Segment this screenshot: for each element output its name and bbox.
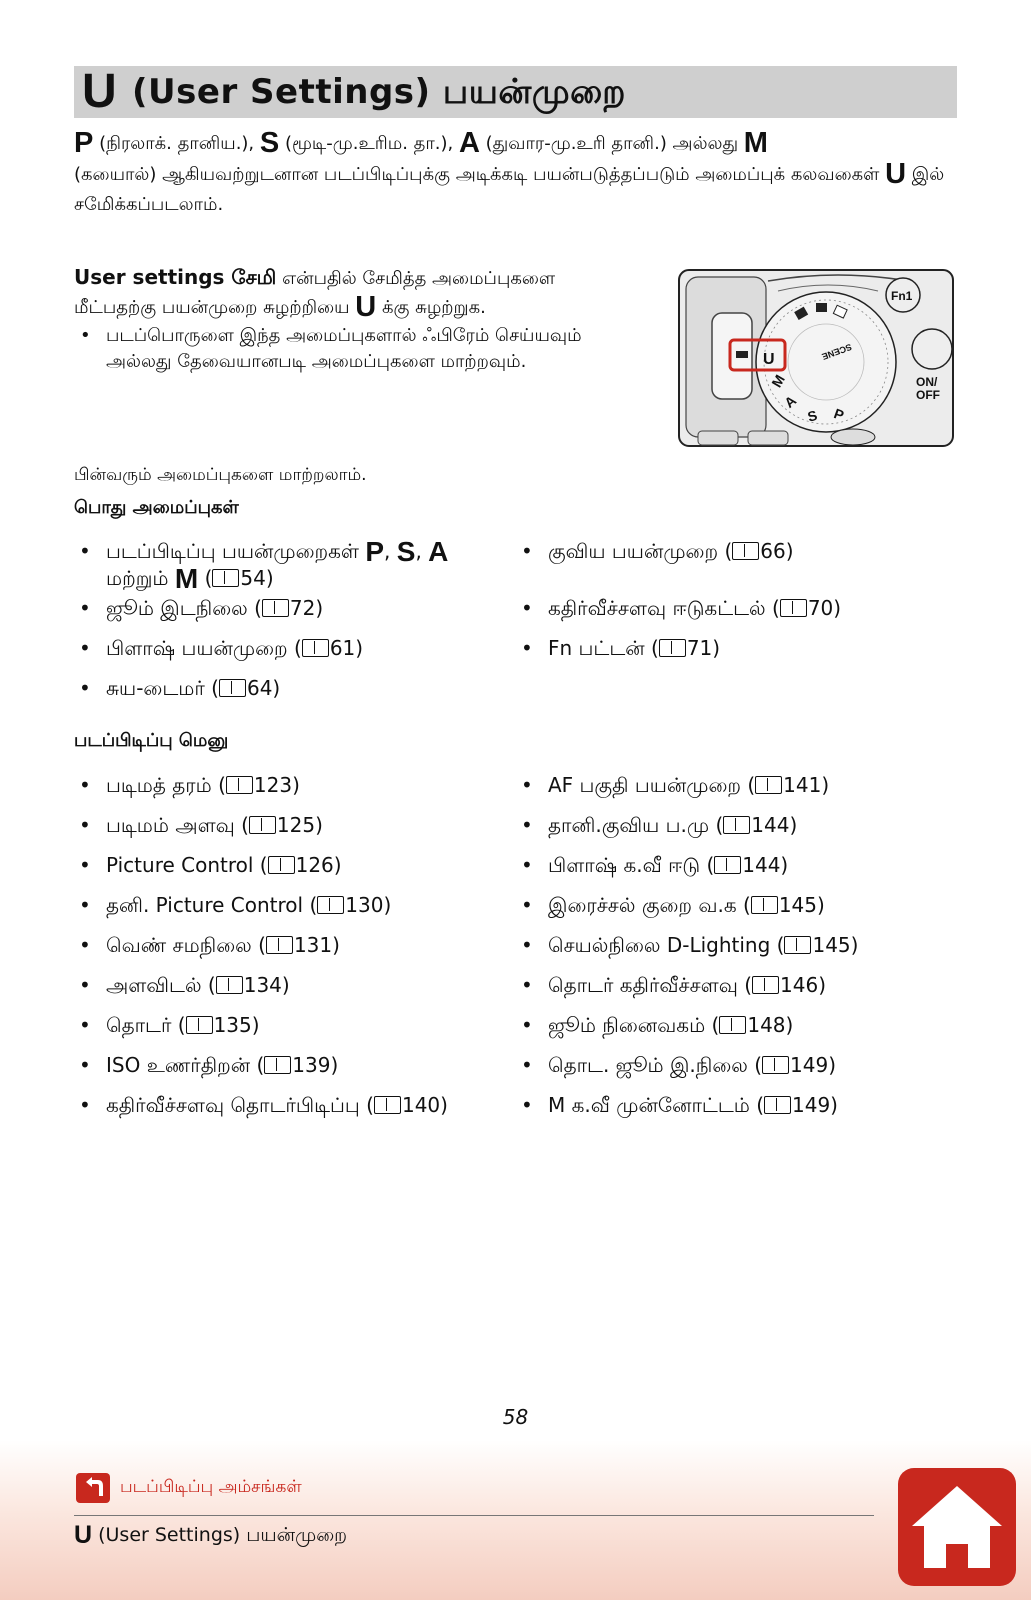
bullet-dot: • <box>521 973 533 997</box>
breadcrumb-current-title: (User Settings) பயன்முறை <box>92 1524 348 1546</box>
list-item <box>516 772 946 798</box>
book-reference-icon <box>762 1056 789 1074</box>
bullet-dot: • <box>521 596 533 620</box>
mode-s-glyph: S <box>259 127 280 159</box>
page-reference: 145) <box>778 893 825 917</box>
shooting-menu-heading: படப்பிடிப்பு மெனு <box>74 730 229 751</box>
bullet-dot: • <box>521 853 533 877</box>
list-item-text: Fn பட்டன் ( <box>548 636 659 660</box>
bullet-dot: • <box>79 636 91 660</box>
page-number: 58 <box>502 1405 529 1429</box>
book-reference-icon <box>302 639 329 657</box>
bullet-dot: • <box>79 973 91 997</box>
dial-u-label: U <box>763 351 775 368</box>
list-item-text: இரைச்சல் குறை வ.க ( <box>548 893 751 917</box>
page-reference: 70) <box>807 596 842 620</box>
mode-u-glyph: U <box>74 1521 93 1549</box>
breadcrumb-current-page <box>74 1521 347 1550</box>
bullet-dot: • <box>79 933 91 957</box>
list-item <box>74 892 504 918</box>
book-reference-icon <box>226 776 253 794</box>
bullet-dot: • <box>521 1013 533 1037</box>
list-item <box>74 635 504 661</box>
book-reference-icon <box>752 976 779 994</box>
book-reference-icon <box>751 896 778 914</box>
bullet-dot: • <box>80 325 91 346</box>
page-reference: 148) <box>747 1013 794 1037</box>
breadcrumb-section-link[interactable]: படப்பிடிப்பு அம்சங்கள் <box>120 1477 302 1497</box>
list-item-text: , <box>384 539 397 563</box>
list-item-text: மற்றும் <box>106 566 175 590</box>
save-line1: என்பதில் சேமித்த அமைப்புகளை <box>276 268 556 289</box>
bullet-dot: • <box>521 813 533 837</box>
list-item-text: தனி. Picture Control ( <box>106 893 318 917</box>
list-item <box>74 1052 504 1078</box>
book-reference-icon <box>268 856 295 874</box>
list-item-text: படிமம் அளவு ( <box>106 813 249 837</box>
list-item-text: ( <box>198 566 213 590</box>
bullet-dot: • <box>521 636 533 660</box>
list-item <box>74 932 504 958</box>
page-reference: 135) <box>213 1013 260 1037</box>
list-item <box>74 675 504 701</box>
page-reference: 146) <box>780 973 827 997</box>
can-change-text: பின்வரும் அமைப்புகளை மாற்றலாம். <box>74 465 367 485</box>
footer-divider <box>74 1515 874 1516</box>
list-item-text: தானி.குவிய ப.மு ( <box>548 813 724 837</box>
list-item-text: ஜூம் நினைவகம் ( <box>548 1013 720 1037</box>
list-item <box>516 972 946 998</box>
intro-a-desc: (துவார-மு.உரி தானி.) அல்லது <box>479 133 744 154</box>
mode-m-glyph: M <box>174 563 199 594</box>
dial-scene-label: SCENE <box>820 341 854 362</box>
list-item-text: ISO உணர்திறன் ( <box>106 1053 265 1077</box>
book-reference-icon <box>764 1096 791 1114</box>
save-bullet-line1: படப்பொருளை இந்த அமைப்புகளால் ஃபிரேம் செய்யவும் <box>106 325 582 346</box>
page-reference: 141) <box>783 773 830 797</box>
page-reference: 149) <box>792 1093 838 1117</box>
list-item <box>74 1092 504 1118</box>
mode-p-glyph: P <box>365 536 385 567</box>
general-settings-heading: பொது அமைப்புகள் <box>74 497 239 518</box>
back-arrow-icon[interactable] <box>76 1473 110 1503</box>
dial-s-label: S <box>805 406 819 425</box>
page-reference: 71) <box>686 636 721 660</box>
page-reference: 61) <box>329 636 364 660</box>
intro-p-desc: (நிரலாக். தானிய.), <box>93 133 260 154</box>
page-reference: 54) <box>240 566 274 590</box>
bullet-dot: • <box>79 1053 91 1077</box>
off-label: OFF <box>916 388 940 402</box>
bullet-dot: • <box>79 676 91 700</box>
page-title: (User Settings) பயன்முறை <box>132 72 626 112</box>
list-item <box>516 1052 946 1078</box>
bullet-dot: • <box>521 539 533 563</box>
list-item <box>74 1012 504 1038</box>
save-bold-label: User settings சேமி <box>74 265 277 289</box>
intro-line2: (கயைால்) ஆகியவற்றுடனான படப்பிடிப்புக்கு அடிக்கடி பயன்படுத்தப்படும் அமைப்புக் கலவகைள் <box>74 164 880 185</box>
mode-p-glyph: P <box>74 127 94 159</box>
list-item <box>516 1012 946 1038</box>
mode-u-inline-2: U <box>355 291 377 323</box>
fn1-button-label: Fn1 <box>891 289 913 303</box>
bullet-dot: • <box>79 853 91 877</box>
list-item <box>516 1092 946 1118</box>
page-reference: 130) <box>345 893 392 917</box>
page-reference: 149) <box>790 1053 837 1077</box>
footer-background <box>0 1440 1031 1600</box>
list-item <box>516 812 946 838</box>
bullet-dot: • <box>521 1053 533 1077</box>
list-item-text: செயல்நிலை D-Lighting ( <box>548 933 785 957</box>
page-reference: 139) <box>292 1053 339 1077</box>
list-item-text: சுய-டைமர் ( <box>106 676 219 700</box>
book-reference-icon <box>714 856 741 874</box>
list-item-text: வெண் சமநிலை ( <box>106 933 266 957</box>
bullet-dot: • <box>521 933 533 957</box>
page-reference: 72) <box>289 596 324 620</box>
list-item <box>516 538 946 564</box>
page-reference: 125) <box>276 813 323 837</box>
page-reference: 144) <box>751 813 798 837</box>
book-reference-icon <box>732 542 759 560</box>
bullet-dot: • <box>79 1013 91 1037</box>
list-item <box>516 892 946 918</box>
page-reference: 66) <box>760 539 794 563</box>
book-reference-icon <box>262 599 289 617</box>
list-item <box>516 852 946 878</box>
bullet-dot: • <box>79 1093 91 1117</box>
list-item-text: பிளாஷ் க.வீ ஈடு ( <box>548 853 715 877</box>
list-item <box>74 972 504 998</box>
bullet-dot: • <box>79 813 91 837</box>
list-item <box>516 932 946 958</box>
book-reference-icon <box>216 976 243 994</box>
list-item-text: அளவிடல் ( <box>106 973 216 997</box>
list-item-text: கதிர்வீச்சளவு ஈடுகட்டல் ( <box>548 596 780 620</box>
bullet-dot: • <box>79 596 91 620</box>
list-item <box>74 852 504 878</box>
list-item-text: ஜூம் இடநிலை ( <box>106 596 262 620</box>
book-reference-icon <box>264 1056 291 1074</box>
dial-m-label: M <box>768 371 788 390</box>
list-item-text: Picture Control ( <box>106 853 268 877</box>
list-item-text: M க.வீ முன்னோட்டம் ( <box>548 1093 764 1117</box>
list-item <box>74 538 504 592</box>
list-item-text: குவிய பயன்முறை ( <box>548 539 733 563</box>
mode-a-glyph: A <box>428 536 449 567</box>
page-reference: 64) <box>246 676 281 700</box>
save-instructions <box>74 262 654 375</box>
bullet-dot: • <box>79 773 91 797</box>
home-button[interactable] <box>898 1468 1016 1586</box>
page-title-bar <box>74 66 957 118</box>
list-item-text: தொடர் ( <box>106 1013 186 1037</box>
list-item <box>74 595 504 621</box>
book-reference-icon <box>780 599 807 617</box>
intro-paragraph <box>74 128 954 220</box>
book-reference-icon <box>659 639 686 657</box>
book-reference-icon <box>374 1096 401 1114</box>
mode-m-glyph: M <box>743 127 768 159</box>
list-item-text: பிளாஷ் பயன்முறை ( <box>106 636 302 660</box>
page-reference: 145) <box>812 933 859 957</box>
book-reference-icon <box>784 936 811 954</box>
page-reference: 123) <box>253 773 300 797</box>
camera-mode-dial-illustration <box>678 269 954 447</box>
book-reference-icon <box>755 776 782 794</box>
page-reference: 134) <box>243 973 290 997</box>
page-reference: 144) <box>742 853 789 877</box>
save-bullet-line2: அல்லது தேவையானபடி அமைப்புகளை மாற்றவும். <box>106 351 527 372</box>
mode-a-glyph: A <box>458 127 480 159</box>
list-item <box>74 812 504 838</box>
list-item-text: தொடர் கதிர்வீச்சளவு ( <box>548 973 753 997</box>
page-reference: 140) <box>401 1093 448 1117</box>
book-reference-icon <box>266 936 293 954</box>
book-reference-icon <box>212 569 239 587</box>
dial-a-label: A <box>781 392 800 411</box>
on-label: ON/ <box>916 375 938 389</box>
list-item-text: தொட. ஜூம் இ.நிலை ( <box>548 1053 763 1077</box>
bullet-dot: • <box>79 893 91 917</box>
list-item <box>516 595 946 621</box>
list-item-text: AF பகுதி பயன்முறை ( <box>548 773 756 797</box>
list-item <box>516 635 946 661</box>
mode-u-glyph: U <box>82 65 117 118</box>
mode-s-glyph: S <box>396 536 416 567</box>
page-reference: 131) <box>293 933 340 957</box>
intro-end: இல் சமேிக்கப்படலாம். <box>74 164 945 215</box>
book-reference-icon <box>219 679 246 697</box>
list-item-text: படிமத் தரம் ( <box>106 773 226 797</box>
intro-s-desc: (மூடி-மு.உரிம. தா.), <box>279 133 459 154</box>
book-reference-icon <box>723 816 750 834</box>
book-reference-icon <box>186 1016 213 1034</box>
book-reference-icon <box>719 1016 746 1034</box>
list-item <box>74 772 504 798</box>
page-reference: 126) <box>295 853 342 877</box>
bullet-dot: • <box>521 1093 533 1117</box>
mode-u-inline: U <box>885 158 907 190</box>
book-reference-icon <box>249 816 276 834</box>
list-item-text: , <box>415 539 429 563</box>
home-icon <box>898 1468 1016 1586</box>
book-reference-icon <box>317 896 344 914</box>
save-bullet <box>74 323 654 375</box>
bullet-dot: • <box>79 539 91 563</box>
save-line2: மீட்பதற்கு பயன்முறை சுழற்றியை <box>74 297 356 318</box>
dial-p-label: P <box>831 405 847 424</box>
bullet-dot: • <box>521 893 533 917</box>
list-item-text: படப்பிடிப்பு பயன்முறைகள் <box>106 539 366 563</box>
list-item-text: கதிர்வீச்சளவு தொடர்பிடிப்பு ( <box>106 1093 374 1117</box>
save-line2-end: க்கு சுழற்றுக. <box>376 297 486 318</box>
bullet-dot: • <box>521 773 533 797</box>
